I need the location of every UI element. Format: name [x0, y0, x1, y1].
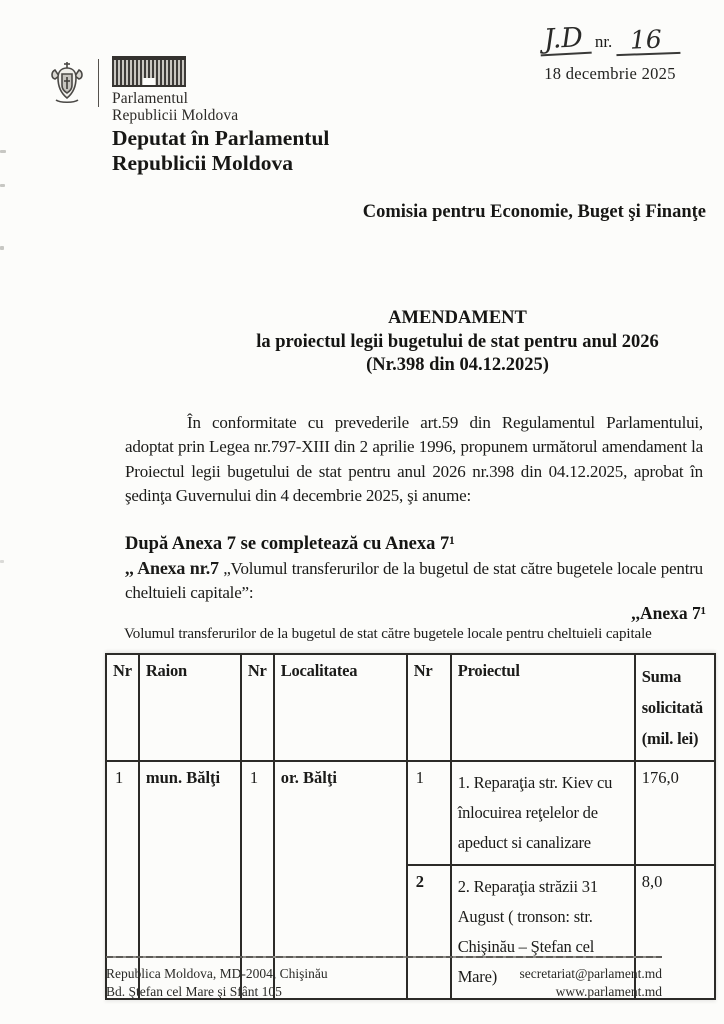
cell-raion: mun. Bălţi	[139, 761, 241, 999]
cell-project-nr: 1	[407, 761, 451, 865]
amendment-lead	[125, 557, 703, 604]
footer-address-line1: Republica Moldova, MD-2004, Chişinău	[106, 966, 328, 981]
title-line1: AMENDAMENT	[388, 308, 527, 328]
handwritten-initials: J.D	[539, 25, 591, 57]
title-line2: la proiectul legii bugetului de stat pentru anul 2026	[256, 331, 659, 352]
intro-paragraph: În conformitate cu prevederile art.59 din Regulamentul Parlamentului, adoptat prin Legea nr.797-XIII din 2 aprilie 1996, propunem următorul amendament la Proiectul legii bugetului de stat pentru anul 2026 nr.398 din 04.12.2025, aprobat în şedinţa Guvernului din 4 decembrie 2025, şi anume:	[125, 413, 703, 506]
letterhead-divider	[98, 59, 99, 107]
footer-website: www.parlament.md	[555, 983, 662, 999]
cell-project-text: 2. Reparaţia străzii 31 August ( tronson: str. Chişinău – Ştefan cel Mare)	[451, 865, 635, 999]
title-line3: (Nr.398 din 04.12.2025)	[366, 355, 549, 375]
footer-address	[106, 965, 328, 1000]
cell-suma: 176,0	[635, 761, 715, 865]
registration-block	[520, 22, 700, 84]
cell-suma: 8,0	[635, 865, 715, 999]
header-localitatea: Localitatea	[274, 654, 407, 761]
header-proiectul: Proiectul	[451, 654, 635, 761]
footer	[106, 956, 662, 1000]
cell-project-nr: 2	[407, 865, 451, 999]
scan-artifact	[0, 246, 4, 250]
sender-title	[112, 126, 329, 176]
footer-email: secretariat@parlament.md	[519, 966, 662, 981]
header-nr1: Nr	[106, 654, 139, 761]
table-header-row	[106, 654, 715, 761]
header-suma: Suma solicitată (mil. lei)	[635, 654, 715, 761]
cell-loc-nr: 1	[241, 761, 274, 999]
header-nr2: Nr	[241, 654, 274, 761]
org-name-line2: Republicii Moldova	[112, 106, 239, 124]
moldova-coat-of-arms-icon	[49, 58, 85, 106]
amendment-lead-rest: „Volumul transferurilor de la bugetul de stat către bugetele locale pentru cheltuieli capitale”:	[125, 559, 703, 602]
cell-project-text: 1. Reparaţia str. Kiev cu înlocuirea reţelelor de apeduct si canalizare	[451, 761, 635, 865]
footer-address-line2: Bd. Ştefan cel Mare şi Sfânt 105	[106, 983, 282, 999]
scan-artifact	[0, 560, 4, 563]
org-name-line1: Parlamentul	[112, 90, 188, 107]
registration-date: 18 decembrie 2025	[544, 64, 676, 83]
sender-line2: Republicii Moldova	[112, 151, 293, 175]
cell-row-nr: 1	[106, 761, 139, 999]
letterhead	[49, 56, 238, 124]
header-raion: Raion	[139, 654, 241, 761]
header-nr3: Nr	[407, 654, 451, 761]
committee-name: Comisia pentru Economie, Buget şi Finanţe	[362, 202, 706, 222]
anexa-right-label: ,,Anexa 7¹	[631, 603, 706, 623]
amendment-heading: După Anexa 7 se completează cu Anexa 7¹	[125, 534, 455, 554]
table-caption: Volumul transferurilor de la bugetul de stat către bugetele locale pentru cheltuieli capitale	[124, 626, 652, 642]
parliament-building-icon	[112, 56, 186, 87]
amendment-lead-bold: ,, Anexa nr.7	[125, 558, 219, 578]
transfers-table	[105, 653, 716, 1000]
document-title	[194, 307, 721, 378]
sender-line1: Deputat în Parlamentul	[112, 126, 330, 150]
table-row	[106, 761, 715, 865]
footer-contacts	[520, 965, 663, 1000]
scan-artifact	[0, 150, 6, 153]
footer-divider	[106, 956, 662, 958]
nr-label: nr.	[594, 32, 613, 51]
scan-artifact	[0, 184, 5, 187]
cell-localitatea: or. Bălţi	[274, 761, 407, 999]
org-name	[112, 91, 238, 124]
handwritten-number: 16	[616, 26, 681, 56]
